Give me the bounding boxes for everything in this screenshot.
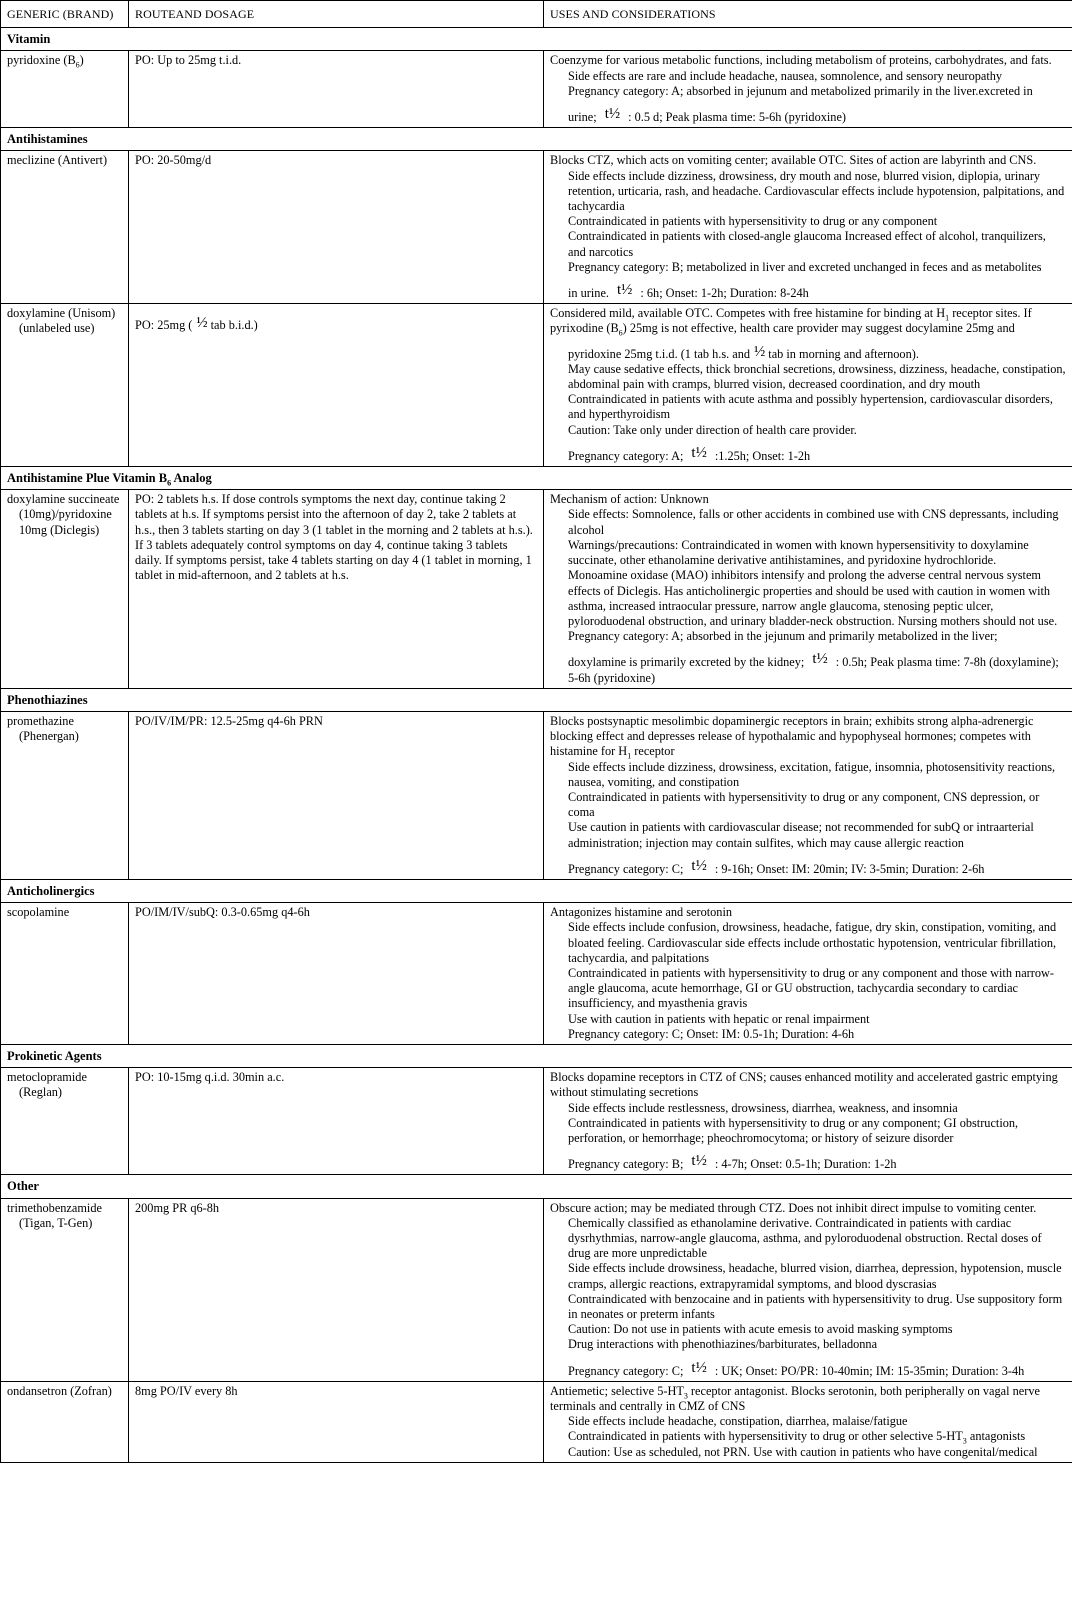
drug-name: meclizine (Antivert) <box>1 151 129 304</box>
use-line: Chemically classified as ethanolamine derivative. Contraindicated in patients with cardiac dysrhythmias, narrow-angle glaucoma, asthma, and pyloroduodenal obstruction. Rectal doses of drug are more unpredictable <box>568 1215 1042 1261</box>
use-text: in urine. <box>568 286 609 301</box>
drug-name-text: (10mg)/pyridoxine <box>19 507 112 522</box>
use-text: pyridoxine 25mg t.i.d. (1 tab h.s. and <box>568 346 751 361</box>
use-text: : 9-16h; Onset: IM: 20min; IV: 3-5min; Duration: 2-6h <box>714 861 985 876</box>
uses-considerations <box>544 903 1072 1045</box>
table-row <box>1 711 1072 879</box>
drug-name <box>1 490 129 688</box>
half-symbol: ½ <box>754 343 765 360</box>
use-line: Drug interactions with phenothiazines/barbiturates, belladonna <box>568 1337 878 1352</box>
use-text: Considered mild, available OTC. Competes with free histamine for binding at H <box>550 306 946 321</box>
use-text: receptor <box>631 744 675 759</box>
use-line: Monoamine oxidase (MAO) inhibitors intensify and prolong the adverse central nervous system effects of Diclegis. Has anticholinergic properties and should be used with caution in women with asthma, increased intraocular pressure, narrow angle glaucoma, stenosing peptic ulcer, pyloroduodenal obstruction, and urinary bladder-neck obstruction. Nursing mothers should not use. <box>568 568 1058 628</box>
use-line <box>550 306 1066 336</box>
use-line <box>550 1384 1066 1414</box>
use-line: Contraindicated in patients with hypersensitivity to drug or any component and those with narrow-angle glaucoma, acute hemorrhage, GI or GU obstruction, tachycardia secondary to cardiac insufficiency, and myasthenia gravis <box>568 965 1054 1011</box>
header-route: ROUTEAND DOSAGE <box>129 1 544 28</box>
section-title-combo <box>1 467 1072 490</box>
use-line <box>550 1154 1066 1172</box>
use-line: Side effects include restlessness, drowsiness, diarrhea, weakness, and insomnia <box>568 1100 958 1115</box>
section-title-anticholinergics: Anticholinergics <box>1 879 1072 902</box>
drug-name <box>1 711 129 879</box>
use-line: Obscure action; may be mediated through CTZ. Does not inhibit direct impulse to vomiting center. <box>550 1200 1037 1215</box>
uses-considerations <box>544 1198 1072 1381</box>
drug-name <box>1 51 129 128</box>
drug-name-text: (Phenergan) <box>19 729 79 744</box>
use-text: Contraindicated in patients with hypersensitivity to drug or other selective 5-HT <box>568 1429 963 1444</box>
drug-name-text: (Tigan, T-Gen) <box>19 1215 93 1230</box>
section-row <box>1 467 1072 490</box>
use-line: Pregnancy category: A; absorbed in jejunum and metabolized primarily in the liver.excreted in <box>568 83 1033 98</box>
use-text: : UK; Onset: PO/PR: 10-40min; IM: 15-35min; Duration: 3-4h <box>714 1363 1025 1378</box>
use-line: Pregnancy category: A; absorbed in the jejunum and primarily metabolized in the liver; <box>568 629 998 644</box>
uses-considerations <box>544 490 1072 688</box>
use-text: urine; <box>568 110 597 125</box>
section-row <box>1 128 1072 151</box>
use-text: tab in morning and afternoon). <box>768 346 919 361</box>
uses-considerations <box>544 304 1072 467</box>
use-line: Use caution in patients with cardiovascular disease; not recommended for subQ or intraarterial administration; injection may contain sulfites, which may cause allergic reaction <box>568 820 1034 850</box>
use-text: Pregnancy category: B; <box>568 1157 684 1172</box>
table-row <box>1 51 1072 128</box>
use-line: May cause sedative effects, thick bronchial secretions, drowsiness, dizziness, headache, constipation, abdominal pain with cramps, blurred vision, decreased coordination, and dry mouth <box>568 361 1066 392</box>
table-row <box>1 1068 1072 1175</box>
drug-name-text: trimethobenzamide <box>7 1200 102 1215</box>
route-dosage: PO: 20-50mg/d <box>129 151 544 304</box>
subscript: 3 <box>683 1391 688 1401</box>
use-line: Side effects include drowsiness, headache, blurred vision, diarrhea, depression, hypotension, muscle cramps, allergic reactions, extrapyramidal symptoms, and blood dyscrasias <box>568 1261 1062 1291</box>
table-row <box>1 1198 1072 1381</box>
uses-considerations <box>544 1068 1072 1175</box>
half-life-symbol: t½ <box>691 444 707 461</box>
use-line <box>550 283 1066 301</box>
section-row <box>1 28 1072 51</box>
subscript: 1 <box>945 313 950 323</box>
use-text: Blocks postsynaptic mesolimbic dopaminergic receptors in brain; exhibits strong alpha-adrenergic blocking effect and depresses release of hypothalamic and hypophyseal hormones; competes with histamine for H <box>550 713 1034 759</box>
route-dosage: PO: Up to 25mg t.i.d. <box>129 51 544 128</box>
subscript: 6 <box>75 60 80 70</box>
use-line: Side effects include confusion, drowsiness, headache, fatigue, dry skin, constipation, vomiting, and bloated feeling. Cardiovascular side effects include orthostatic hypotension, ventricular fibrillation, tachycardia, and palpitations <box>568 920 1057 965</box>
subscript: 6 <box>167 478 172 488</box>
use-text: ) 25mg is not effective, health care provider may suggest docylamine 25mg and <box>622 321 1015 336</box>
drug-name-text: (unlabeled use) <box>19 321 95 336</box>
half-life-symbol: t½ <box>604 106 621 123</box>
section-title-phenothiazines: Phenothiazines <box>1 688 1072 711</box>
use-line: Mechanism of action: Unknown <box>550 492 709 507</box>
section-row <box>1 1175 1072 1198</box>
use-text: : 6h; Onset: 1-2h; Duration: 8-24h <box>640 286 809 301</box>
use-line <box>550 1429 1066 1444</box>
use-line: Contraindicated in patients with hypersensitivity to drug or any component, CNS depression, or coma <box>568 789 1040 820</box>
use-text: Pregnancy category: A; <box>568 448 684 463</box>
table-row <box>1 903 1072 1045</box>
drug-name-text: pyridoxine (B <box>7 53 76 68</box>
half-life-symbol: t½ <box>691 1153 707 1170</box>
use-text: doxylamine is primarily excreted by the kidney; <box>568 655 805 670</box>
drug-name <box>1 304 129 467</box>
drug-name-text: 10mg (Diclegis) <box>19 522 100 537</box>
uses-considerations <box>544 151 1072 304</box>
table-row <box>1 151 1072 304</box>
header-uses: USES AND CONSIDERATIONS <box>544 1 1072 28</box>
use-line: Side effects include dizziness, drowsiness, excitation, fatigue, insomnia, photosensitivity reactions, nausea, vomiting, and constipation <box>568 759 1056 789</box>
use-line: Contraindicated in patients with hypersensitivity to drug or any component; GI obstruction, perforation, or hemorrhage; pheochromocytoma; or history of seizure disorder <box>568 1115 1019 1145</box>
use-line <box>550 446 1066 464</box>
section-row <box>1 1044 1072 1067</box>
use-text: antagonists <box>966 1429 1026 1444</box>
uses-considerations <box>544 711 1072 879</box>
use-line: Contraindicated in patients with closed-angle glaucoma Increased effect of alcohol, tranquilizers, and narcotics <box>568 229 1046 259</box>
drug-name-text: doxylamine succineate <box>7 492 120 507</box>
use-line <box>550 714 1066 760</box>
section-title-prokinetic: Prokinetic Agents <box>1 1044 1072 1067</box>
use-line <box>550 1361 1066 1379</box>
half-life-symbol: t½ <box>691 1359 707 1376</box>
header-generic: GENERIC (BRAND) <box>1 1 129 28</box>
route-dosage: PO/IM/IV/subQ: 0.3-0.65mg q4-6h <box>129 903 544 1045</box>
drug-name-text: promethazine <box>7 713 74 728</box>
use-line: Contraindicated in patients with acute asthma and possibly hypertension, cardiovascular disorders, and hyperthyroidism <box>568 392 1053 422</box>
route-dosage <box>129 304 544 467</box>
use-text: Pregnancy category: C; <box>568 1363 684 1378</box>
section-text: Analog <box>171 471 212 486</box>
use-text: receptor sites. If pyrixodine (B <box>550 306 1032 336</box>
use-line: Caution: Do not use in patients with acute emesis to avoid masking symptoms <box>568 1322 953 1337</box>
use-line: Side effects include headache, constipation, diarrhea, malaise/fatigue <box>568 1414 908 1429</box>
table-row <box>1 1381 1072 1462</box>
use-line: Warnings/precautions: Contraindicated in women with known hypersensitivity to doxylamine succinate, other ethanolamine derivative antihistamines, and pyridoxine hydrochloride. <box>568 537 1029 568</box>
subscript: 6 <box>618 328 623 338</box>
route-dosage: PO: 2 tablets h.s. If dose controls symptoms the next day, continue taking 2 tablets at h.s. If symptoms persist into the afternoon of day 2, take 2 tablets at h.s., then 3 tablets starting on day 3 (1 tablet in the morning and 2 tablets at h.s.). If 3 tablets adequately control symptoms on day 4, continue taking 3 tablets daily. If symptoms persist, take 4 tablets starting on day 4 (1 tablet in morning, 1 tablet in mid-afternoon, and 2 tablets at h.s. <box>129 490 544 688</box>
drug-name-text: doxylamine (Unisom) <box>7 306 116 321</box>
uses-considerations <box>544 1381 1072 1462</box>
table-row <box>1 490 1072 688</box>
use-text: : 0.5h; Peak plasma time: 7-8h (doxylamine); 5-6h (pyridoxine) <box>568 655 1059 685</box>
use-line: Side effects: Somnolence, falls or other accidents in combined use with CNS depressants, including alcohol <box>568 507 1059 537</box>
use-line: Antagonizes histamine and serotonin <box>550 905 733 920</box>
use-text: : 4-7h; Onset: 0.5-1h; Duration: 1-2h <box>714 1157 897 1172</box>
half-life-symbol: t½ <box>812 651 828 668</box>
subscript: 1 <box>627 751 632 761</box>
use-line <box>550 107 1066 125</box>
route-dosage: 8mg PO/IV every 8h <box>129 1381 544 1462</box>
route-dosage: 200mg PR q6-8h <box>129 1198 544 1381</box>
use-text: Antiemetic; selective 5-HT <box>550 1383 684 1398</box>
section-row <box>1 879 1072 902</box>
drug-name-text: metoclopramide <box>7 1070 87 1085</box>
section-title-other: Other <box>1 1175 1072 1198</box>
half-symbol: ½ <box>196 315 207 332</box>
use-line: Blocks CTZ, which acts on vomiting center; available OTC. Sites of action are labyrinth and CNS. <box>550 153 1037 168</box>
use-line: Caution: Use as scheduled, not PRN. Use with caution in patients who have congenital/medical <box>568 1444 1038 1459</box>
route-text: PO: 25mg ( <box>135 318 193 333</box>
table-row <box>1 304 1072 467</box>
uses-considerations <box>544 51 1072 128</box>
use-line: Contraindicated in patients with hypersensitivity to drug or any component <box>568 214 938 229</box>
section-row <box>1 688 1072 711</box>
table-header-row <box>1 1 1072 28</box>
section-title-antihistamines: Antihistamines <box>1 128 1072 151</box>
section-title-vitamin: Vitamin <box>1 28 1072 51</box>
route-text: tab b.i.d.) <box>210 318 258 333</box>
drug-name: scopolamine <box>1 903 129 1045</box>
use-line: Contraindicated with benzocaine and in patients with hypersensitivity to drug. Use suppository form in neonates or preterm infants <box>568 1291 1063 1322</box>
use-text: Pregnancy category: C; <box>568 861 684 876</box>
half-life-symbol: t½ <box>616 282 633 299</box>
drug-name: ondansetron (Zofran) <box>1 1381 129 1462</box>
drug-name <box>1 1068 129 1175</box>
drug-name-text: ) <box>79 53 84 68</box>
use-text: :1.25h; Onset: 1-2h <box>714 448 811 463</box>
use-line <box>550 652 1066 685</box>
use-text: receptor antagonist. Blocks serotonin, both peripherally on vagal nerve terminals and centrally in CMZ of CNS <box>550 1383 1040 1414</box>
use-text: : 0.5 d; Peak plasma time: 5-6h (pyridoxine) <box>628 110 846 125</box>
use-line: Pregnancy category: C; Onset: IM: 0.5-1h; Duration: 4-6h <box>568 1026 855 1041</box>
route-dosage: PO: 10-15mg q.i.d. 30min a.c. <box>129 1068 544 1175</box>
use-line: Side effects include dizziness, drowsiness, dry mouth and nose, blurred vision, diplopia, urinary retention, urticaria, rash, and headache. Cardiovascular effects include hypotension, palpitations, and tachycardia <box>568 168 1065 214</box>
use-line: Caution: Take only under direction of health care provider. <box>568 422 857 437</box>
section-text: Antihistamine Plue Vitamin B <box>7 471 168 486</box>
use-line: Coenzyme for various metabolic functions, including metabolism of proteins, carbohydrates, and fats. <box>550 53 1052 68</box>
half-life-symbol: t½ <box>691 857 707 874</box>
drug-name-text: (Reglan) <box>19 1085 63 1100</box>
route-dosage: PO/IV/IM/PR: 12.5-25mg q4-6h PRN <box>129 711 544 879</box>
use-line: Side effects are rare and include headache, nausea, somnolence, and sensory neuropathy <box>568 68 1003 83</box>
subscript: 3 <box>962 1436 967 1446</box>
drug-name <box>1 1198 129 1381</box>
use-line <box>550 859 1066 877</box>
use-line <box>550 345 1066 362</box>
use-line: Pregnancy category: B; metabolized in liver and excreted unchanged in feces and as metabolites <box>568 259 1042 274</box>
use-line: Use with caution in patients with hepatic or renal impairment <box>568 1011 870 1026</box>
use-line: Blocks dopamine receptors in CTZ of CNS; causes enhanced motility and accelerated gastric emptying without stimulating secretions <box>550 1070 1058 1100</box>
